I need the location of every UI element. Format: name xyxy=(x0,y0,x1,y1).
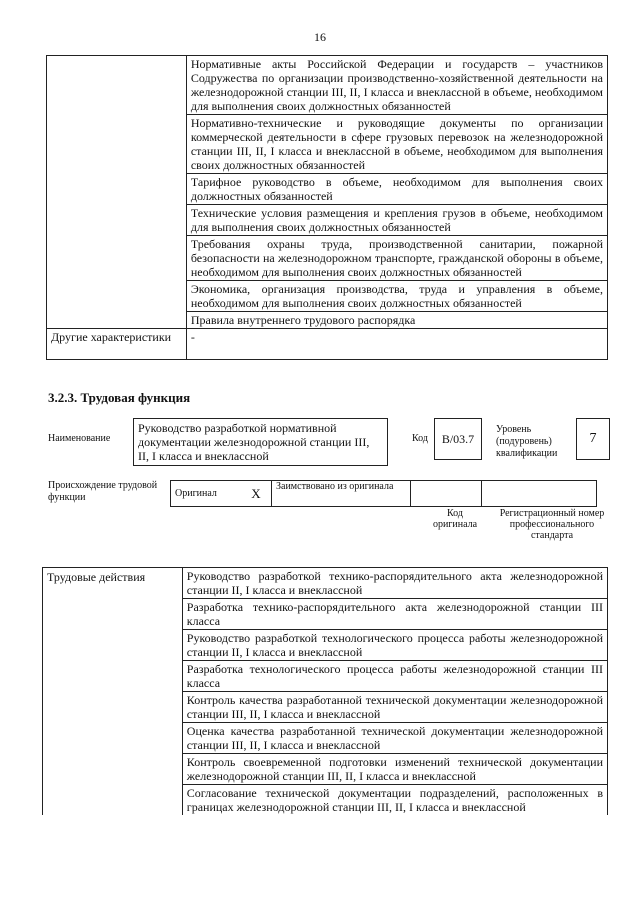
original-mark: X xyxy=(241,481,272,507)
actions-table xyxy=(42,567,608,815)
knowledge-row: Технические условия размещения и крепления грузов в объеме, необходимом для выполнения своих должностных обязанностей xyxy=(186,205,607,236)
action-row: Разработка технико-распорядительного акта железнодорожной станции III класса xyxy=(182,599,607,630)
code-original-label: Код оригинала xyxy=(432,508,478,530)
origin-table xyxy=(170,480,597,507)
code-original-cell xyxy=(411,481,482,507)
action-row: Руководство разработкой технико-распорядительного акта железнодорожной станции II, I класса и внеклассной xyxy=(182,568,607,599)
borrowed-label: Заимствовано из оригинала xyxy=(272,481,411,507)
left-empty-cell xyxy=(47,56,187,329)
reg-number-cell xyxy=(482,481,597,507)
other-characteristics-label: Другие характеристики xyxy=(47,329,187,360)
knowledge-row: Правила внутреннего трудового распорядка xyxy=(186,312,607,329)
action-row: Контроль качества разработанной технической документации железнодорожной станции III, II, I класса и внеклассной xyxy=(182,692,607,723)
knowledge-row: Требования охраны труда, производственной санитарии, пожарной безопасности на железнодорожном транспорте, гражданской обороны в объеме, необходимом для выполнения своих должностных обязанностей xyxy=(186,236,607,281)
original-label: Оригинал xyxy=(171,481,242,507)
level-label: Уровень (подуровень) квалификации xyxy=(496,424,558,459)
action-row: Разработка технологического процесса работы железнодорожной станции III класса xyxy=(182,661,607,692)
action-row: Контроль своевременной подготовки изменений технической документации железнодорожной станции III, II, I класса и внеклассной xyxy=(182,754,607,785)
name-label: Наименование xyxy=(48,433,111,444)
code-label: Код xyxy=(412,433,428,444)
actions-label: Трудовые действия xyxy=(43,568,183,816)
action-row: Согласование технической документации подразделений, расположенных в границах железнодорожной станции III, II, I класса и внеклассной xyxy=(182,785,607,816)
function-name: Руководство разработкой нормативной документации железнодорожной станции III, II, I класса и внеклассной xyxy=(133,418,388,466)
knowledge-row: Тарифное руководство в объеме, необходимом для выполнения своих должностных обязанностей xyxy=(186,174,607,205)
knowledge-row: Нормативные акты Российской Федерации и государств – участников Содружества по организации производственно-хозяйственной деятельности на железнодорожной станции III, II, I класса и внеклассной в объеме, необходимом для выполнения своих должностных обязанностей xyxy=(186,56,607,115)
action-row: Руководство разработкой технологического процесса работы железнодорожной станции II, I класса и внеклассной xyxy=(182,630,607,661)
knowledge-row: Экономика, организация производства, труда и управления в объеме, необходимом для выполнения своих должностных обязанностей xyxy=(186,281,607,312)
section-title: 3.2.3. Трудовая функция xyxy=(48,390,191,405)
level-value: 7 xyxy=(576,418,610,460)
page-number: 16 xyxy=(314,30,326,44)
reg-number-label: Регистрационный номер профессионального стандарта xyxy=(499,508,605,541)
action-row: Оценка качества разработанной технической документации железнодорожной станции III, II, I класса и внеклассной xyxy=(182,723,607,754)
origin-label: Происхождение трудовой функции xyxy=(48,480,158,503)
knowledge-table xyxy=(46,55,608,360)
code-value: B/03.7 xyxy=(434,418,482,460)
other-characteristics-value: - xyxy=(186,329,607,360)
knowledge-row: Нормативно-технические и руководящие документы по организации коммерческой деятельности в сфере грузовых перевозок на железнодорожной станции III, II, I класса и внеклассной в объеме, необходимом для выполнения своих должностных обязанностей xyxy=(186,115,607,174)
